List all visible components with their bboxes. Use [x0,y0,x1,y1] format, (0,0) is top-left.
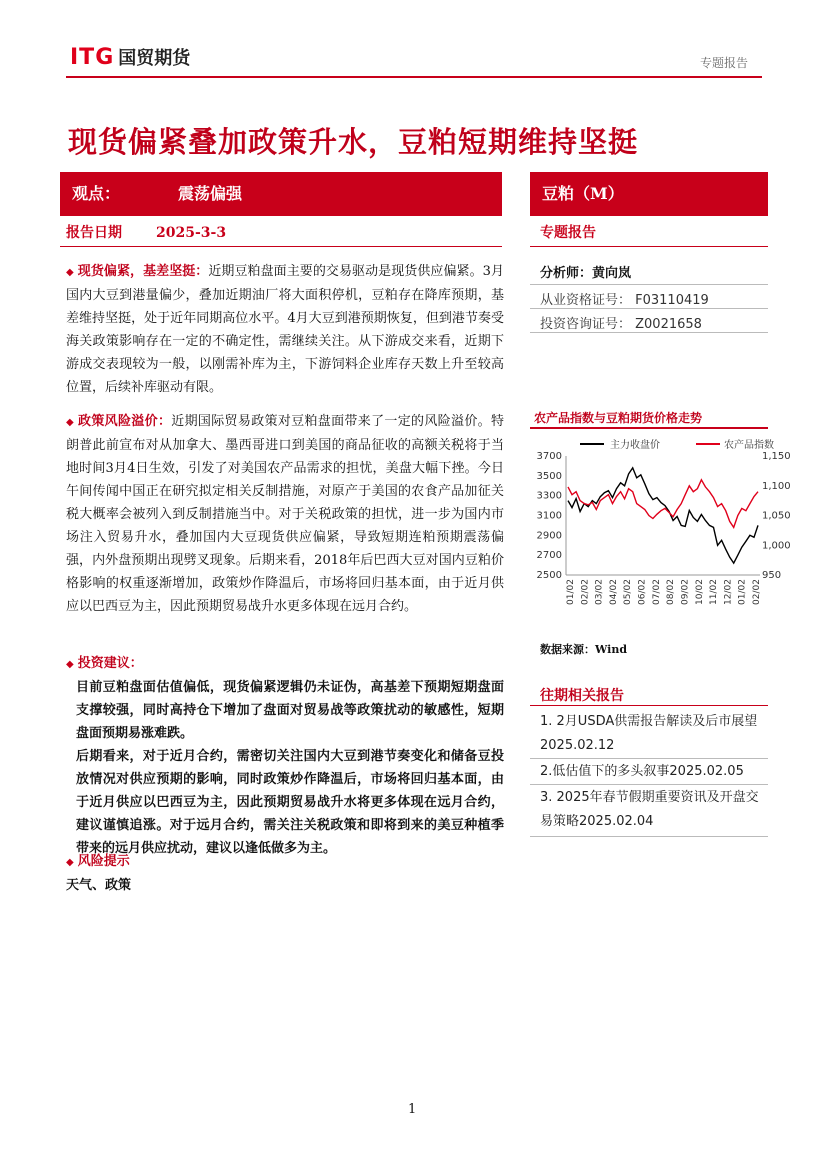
x-tick-label: 10/02 [694,579,705,605]
consulting-cert: 投资咨询证号： Z0021658 [540,317,702,332]
paragraph-spot-tight [66,260,504,399]
paragraph-text: 近期国际贸易政策对豆粕盘面带来了一定的风险溢价。特朗普此前宣布对从加拿大、墨西哥进口到美国的商品征收的高额关税将于当地时间3月4日生效，引发了对美国农产品需求的担忧，美盘大幅下挫。今日午间传闻中国正在研究拟定相关反制措施，对原产于美国的农食产品加征关税大概率会被列入到反制措施当中。对于关税政策的担忧，进一步为国内市场注入贸易升水，叠加国内大豆现货供应偏紧，导致短期连粕预期震荡偏强，内外盘预期出现劈叉现象。后期来看，2018年后巴西大豆对国内豆粕价格影响的权重逐渐增加，政策炒作降温后，市场将回归基本面，由于近月供应以巴西豆为主，因此预期贸易战升水更多体现在远月合约。 [66,414,504,614]
chart-title: 农产品指数与豆粕期货价格走势 [534,411,703,425]
x-tick-label: 11/02 [709,579,720,605]
right-tick-label: 1,050 [762,510,791,522]
bullet-icon: ◆ [66,659,74,670]
right-tick-label: 1,100 [762,480,791,492]
x-tick-label: 01/02 [566,579,576,605]
paragraph-policy-premium [66,410,504,618]
cert-divider [530,308,768,309]
report-date-label: 报告日期 [66,225,122,241]
left-tick-label: 2900 [536,530,562,542]
paragraph-text: 近期豆粕盘面主要的交易驱动是现货供应偏紧。3月国内大豆到港量偏少，叠加近期油厂将大面积停机，豆粕存在降库预期，基差维持坚挺，处于近年同期高位水平。4月大豆到港预期恢复，但到港节奏受海关政策影响存在一定的不确定性，需继续关注。从下游成交来看，近期下游成交表现较为一般，以刚需补库为主，下游饲料企业库存天数上升至较高位置，后续补库驱动有限。 [66,264,504,395]
header-rule [66,76,762,78]
report-type: 专题报告 [540,225,596,241]
left-tick-label: 3700 [536,451,562,462]
bullet-icon: ◆ [66,417,75,428]
series-line-close-price [568,468,758,563]
x-tick-label: 02/02 [580,579,591,605]
left-tick-label: 3100 [536,510,562,522]
related-reports-title: 往期相关报告 [540,688,624,704]
chart-rule [530,427,768,429]
advice-heading: 投资建议： [77,656,143,671]
legend-label-close-price: 主力收盘价 [610,440,660,451]
left-tick-label: 3500 [536,470,562,482]
advice-body [76,676,504,860]
bullet-icon: ◆ [66,857,74,868]
left-tick-label: 2700 [536,550,562,562]
cert-divider [530,332,768,333]
view-value: 震荡偏强 [178,184,243,203]
related-divider [530,836,768,837]
page-title: 现货偏紧叠加政策升水，豆粕短期维持坚挺 [68,125,639,159]
data-source: 数据来源：Wind [540,643,628,656]
risk-heading-row [66,850,130,874]
left-tick-label: 2500 [536,570,562,581]
paragraph-lead: 现货偏紧，基差坚挺： [77,264,209,279]
advice-line: 后期看来，对于近月合约，需密切关注国内大豆到港节奏变化和储备豆投放情况对供应预期的影响，同时政策炒作降温后，市场将回归基本面，由于近月供应以巴西豆为主，因此预期贸易战升水将更多体现在远月合约，建议谨慎追涨。对于远月合约，需关注关税政策和即将到来的美豆种植季带来的远月供应扰动，建议以逢低做多为主。 [76,749,504,856]
qualification-cert: 从业资格证号： F03110419 [540,293,709,308]
right-tick-label: 1,000 [762,540,791,552]
x-tick-label: 07/02 [651,579,662,605]
advice-heading-row [66,652,504,676]
x-tick-label: 08/02 [666,579,677,605]
x-tick-label: 12/02 [723,579,734,605]
related-divider [530,784,768,785]
report-date [66,222,226,242]
related-report-link[interactable]: 3. 2025年春节假期重要资讯及开盘交易策略2025.02.04 [540,790,759,829]
risk-text: 天气、政策 [66,878,132,893]
report-date-value: 2025-3-3 [156,225,227,241]
product-name: 豆粕（M） [542,184,624,203]
bullet-icon: ◆ [66,267,74,278]
x-tick-label: 01/02 [737,579,748,605]
header-doc-type: 专题报告 [699,56,748,70]
left-rule [60,246,502,247]
left-tick-label: 3300 [536,490,562,502]
x-tick-label: 02/02 [752,579,762,605]
right-rule [530,246,768,247]
risk-heading: 风险提示 [77,854,130,869]
product-bar [530,172,768,216]
page-number: 1 [408,1102,417,1117]
related-report-link[interactable]: 1. 2月USDA供需报告解读及后市展望2025.02.12 [540,714,758,753]
analyst-divider [530,284,768,285]
x-tick-label: 09/02 [680,579,691,605]
price-chart [528,430,791,630]
view-label: 观点： [72,184,121,203]
related-rule [530,705,768,706]
x-tick-label: 06/02 [637,579,648,605]
analyst-name: 分析师：黄向岚 [540,266,632,281]
right-tick-label: 1,150 [762,451,791,462]
x-tick-label: 05/02 [623,579,634,605]
logo-itg: ITG [70,45,115,70]
paragraph-lead: 政策风险溢价： [78,414,172,429]
logo-company-name: 国贸期货 [118,48,191,69]
logo [70,44,190,70]
related-report-link[interactable]: 2.低估值下的多头叙事2025.02.05 [540,764,744,779]
related-divider [530,758,768,759]
x-tick-label: 03/02 [594,579,605,605]
legend-label-agri-index: 农产品指数 [724,440,774,451]
view-bar [60,172,502,216]
right-tick-label: 950 [762,570,782,581]
advice-line: 目前豆粕盘面估值偏低，现货偏紧逻辑仍未证伪，高基差下预期短期盘面支撑较强，同时高持仓下增加了盘面对贸易战等政策扰动的敏感性，短期盘面预期易涨难跌。 [76,680,504,741]
x-tick-label: 04/02 [608,579,619,605]
